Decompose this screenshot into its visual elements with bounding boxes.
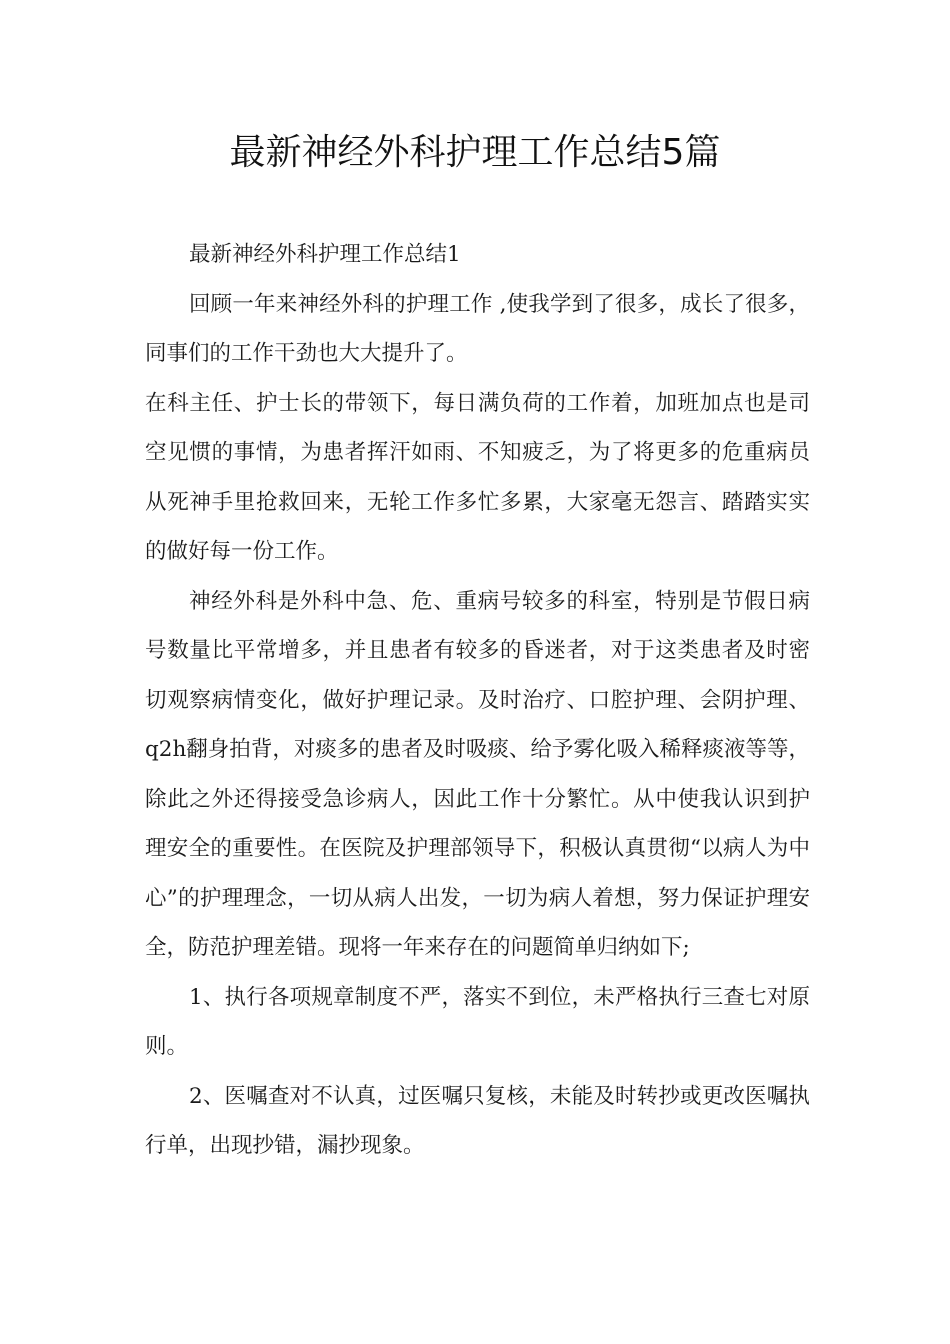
list-item: 2、医嘱查对不认真，过医嘱只复核，未能及时转抄或更改医嘱执行单，出现抄错，漏抄现象。	[145, 1083, 810, 1158]
paragraph: 回顾一年来神经外科的护理工作 ,使我学到了很多，成长了很多，同事们的工作干劲也大大提升了。	[145, 291, 810, 366]
list-item: 1、执行各项规章制度不严，落实不到位，未严格执行三查七对原则。	[145, 984, 810, 1059]
document-title: 最新神经外科护理工作总结5篇	[229, 132, 721, 173]
paragraph: 在科主任、护士长的带领下，每日满负荷的工作着，加班加点也是司空见惯的事情，为患者挥汗如雨、不知疲乏，为了将更多的危重病员从死神手里抢救回来，无轮工作多忙多累，大家毫无怨言、踏踏实实的做好每一份工作。	[145, 390, 810, 564]
section-heading: 最新神经外科护理工作总结1	[189, 242, 461, 267]
document-body	[145, 230, 810, 1171]
paragraph: 神经外科是外科中急、危、重病号较多的科室，特别是节假日病号数量比平常增多，并且患者有较多的昏迷者，对于这类患者及时密切观察病情变化，做好护理记录。及时治疗、口腔护理、会阴护理、q2h翻身拍背，对痰多的患者及时吸痰、给予雾化吸入稀释痰液等等，除此之外还得接受急诊病人，因此工作十分繁忙。从中使我认识到护理安全的重要性。在医院及护理部领导下，积极认真贯彻“以病人为中心”的护理理念，一切从病人出发，一切为病人着想，努力保证护理安全，防范护理差错。现将一年来存在的问题简单归纳如下;	[145, 588, 810, 960]
